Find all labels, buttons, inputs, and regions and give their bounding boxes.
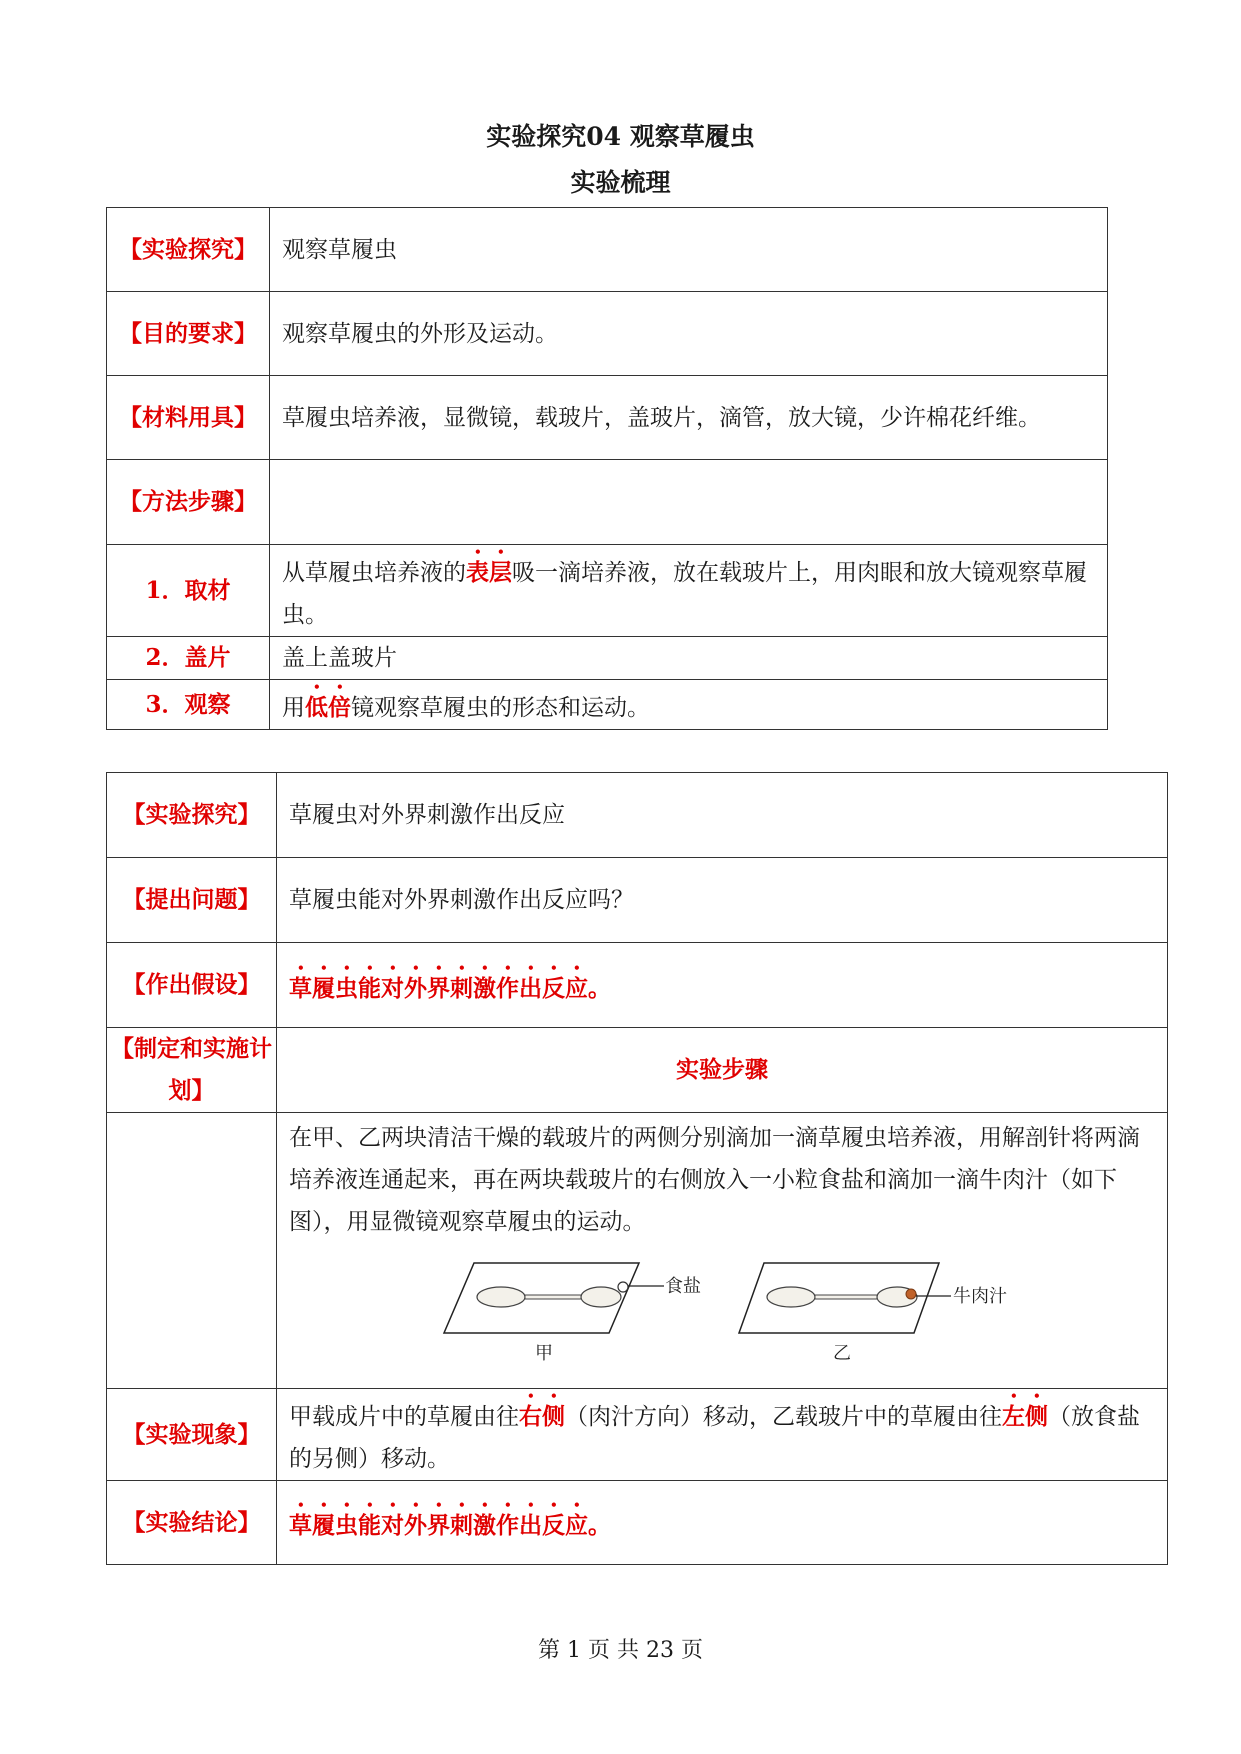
table-row [107, 292, 1108, 376]
row-label: 【作出假设】 [107, 943, 277, 1028]
keyword-highlight: 表层 [466, 559, 512, 586]
culture-drop-left [767, 1287, 815, 1307]
row-label: 【实验探究】 [107, 208, 270, 292]
culture-drop-right [581, 1287, 621, 1307]
section-title: 实验梳理 [570, 168, 671, 197]
conclusion-text: 草履虫能对外界刺激作出反应。 [277, 1481, 1168, 1565]
phenomenon-text: 甲载成片中的草履由往 [289, 1404, 519, 1430]
table-row [107, 376, 1108, 460]
step-content [270, 680, 1108, 730]
row-label: 【提出问题】 [107, 858, 277, 943]
hypothesis-text: 草履虫能对外界刺激作出反应。 [277, 943, 1168, 1028]
row-content: 草履虫培养液，显微镜，载玻片，盖玻片，滴管，放大镜，少许棉花纤维。 [270, 376, 1108, 460]
table-row [107, 637, 1108, 680]
broth-label: 牛肉汁 [953, 1286, 1007, 1307]
procedure-text: 在甲、乙两块清洁干燥的载玻片的两侧分别滴加一滴草履虫培养液，用解剖针将两滴培养液连通起来，再在两块载玻片的右侧放入一小粒食盐和滴加一滴牛肉汁（如下图），用显微镜观察草履虫的运动。 [289, 1125, 1140, 1235]
salt-label: 食盐 [665, 1276, 701, 1297]
table-row [107, 773, 1168, 858]
keyword-highlight: 低倍 [305, 694, 351, 721]
row-label: 【目的要求】 [107, 292, 270, 376]
table-row [107, 545, 1108, 637]
row-content: 观察草履虫 [270, 208, 1108, 292]
slide-yi-label: 乙 [833, 1343, 851, 1363]
step-text: 用 [282, 695, 305, 721]
table-row [107, 680, 1108, 730]
connecting-channel [815, 1295, 877, 1299]
row-label: 【实验结论】 [107, 1481, 277, 1565]
phenomenon-text: （肉汁方向）移动，乙载玻片中的草履由往 [565, 1404, 1002, 1430]
row-label: 【实验探究】 [107, 773, 277, 858]
page-footer: 第 1 页 共 23 页 [538, 1638, 703, 1663]
culture-drop-left [477, 1287, 525, 1307]
row-content [277, 1389, 1168, 1481]
empty-label-cell [107, 1113, 277, 1389]
connecting-channel [525, 1295, 581, 1299]
step-label: 2．盖片 [107, 637, 270, 680]
row-content: 草履虫能对外界刺激作出反应吗？ [277, 858, 1168, 943]
row-content [270, 460, 1108, 545]
slide-jia-label: 甲 [535, 1343, 553, 1363]
table-row [107, 460, 1108, 545]
step-content [270, 545, 1108, 637]
row-label: 【制定和实施计划】 [107, 1028, 277, 1113]
keyword-highlight: 左侧 [1002, 1403, 1048, 1430]
table-row [107, 1113, 1168, 1389]
table-row [107, 858, 1168, 943]
step-text: 吸一滴培养液，放在载玻片上，用肉眼和放大镜观察草履虫。 [282, 560, 1087, 628]
experiment-table-2 [106, 772, 1168, 1565]
experiment-table-1 [106, 207, 1108, 730]
step-text: 镜观察草履虫的形态和运动。 [351, 695, 650, 721]
step-label: 3．观察 [107, 680, 270, 730]
table-row [107, 943, 1168, 1028]
phenomenon-text: （放食盐的另侧）移动。 [289, 1404, 1140, 1472]
row-label: 【方法步骤】 [107, 460, 270, 545]
row-content: 观察草履虫的外形及运动。 [270, 292, 1108, 376]
procedure-cell [277, 1113, 1168, 1389]
table-row [107, 1481, 1168, 1565]
broth-drop-icon [906, 1289, 916, 1299]
salt-grain-icon [618, 1282, 628, 1292]
step-content: 盖上盖玻片 [270, 637, 1108, 680]
plan-heading: 实验步骤 [277, 1028, 1168, 1113]
row-label: 【实验现象】 [107, 1389, 277, 1481]
table-row [107, 1389, 1168, 1481]
step-text: 从草履虫培养液的 [282, 560, 466, 586]
keyword-highlight: 右侧 [519, 1403, 565, 1430]
table-row [107, 208, 1108, 292]
table-row [107, 1028, 1168, 1113]
document-title: 实验探究04 观察草履虫 [486, 122, 755, 151]
row-content: 草履虫对外界刺激作出反应 [277, 773, 1168, 858]
step-label: 1．取材 [107, 545, 270, 637]
row-label: 【材料用具】 [107, 376, 270, 460]
slide-diagram [439, 1253, 1059, 1363]
